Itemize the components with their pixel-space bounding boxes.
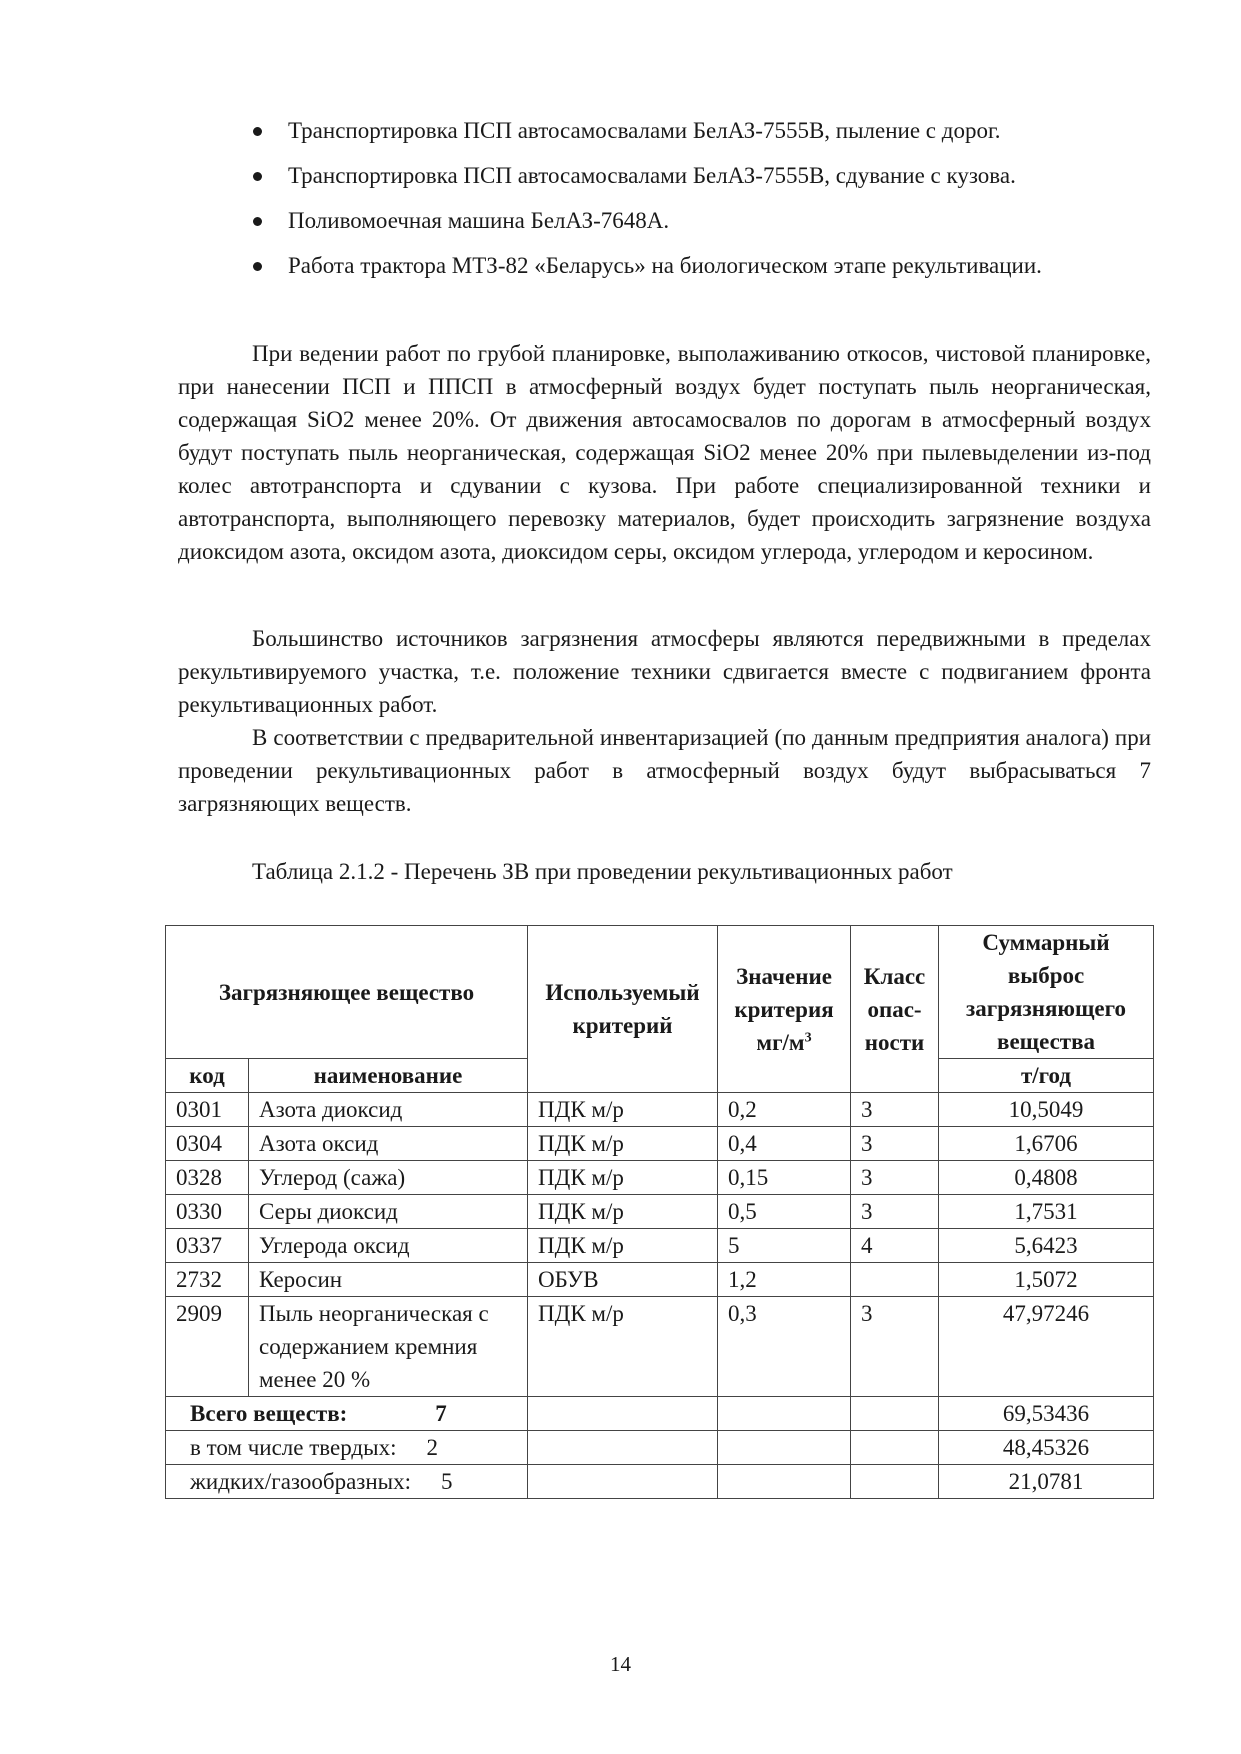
bullet-dot-icon (253, 127, 262, 136)
cell-code: 0330 (166, 1195, 249, 1229)
cell-value: 0,3 (718, 1297, 851, 1397)
total-value: 48,45326 (939, 1431, 1154, 1465)
cell-value: 5 (718, 1229, 851, 1263)
cell-criterion: ПДК м/р (528, 1195, 718, 1229)
bullet-text: Транспортировка ПСП автосамосвалами БелАЗ-7555В, сдувание с кузова. (288, 163, 1016, 188)
cell-total: 1,6706 (939, 1127, 1154, 1161)
table-row (166, 1229, 1154, 1263)
cell-total: 10,5049 (939, 1093, 1154, 1127)
total-label: жидких/газообразных: (190, 1469, 412, 1494)
cell-value: 1,2 (718, 1263, 851, 1297)
cell-code: 0328 (166, 1161, 249, 1195)
total-count: 7 (435, 1401, 447, 1426)
cell-code: 0301 (166, 1093, 249, 1127)
cell-hazard: 4 (851, 1229, 939, 1263)
bullet-item (250, 161, 1150, 191)
paragraph-mobile-sources: Большинство источников загрязнения атмосферы являются передвижными в пределах рекультивируемого участка, т.е. положение техники сдвигается вместе с подвиганием фронта рекультивационных работ. (178, 626, 1151, 717)
cell-value: 0,15 (718, 1161, 851, 1195)
cell-name: Керосин (249, 1263, 528, 1297)
cell-value: 0,2 (718, 1093, 851, 1127)
cell-name: Углерод (сажа) (249, 1161, 528, 1195)
total-cell (166, 1465, 528, 1499)
cell-name: Серы диоксид (249, 1195, 528, 1229)
cell-name: Пыль неорганическая с содержанием кремния менее 20 % (249, 1297, 528, 1397)
cell-name: Азота оксид (249, 1127, 528, 1161)
header-total-unit: т/год (939, 1059, 1154, 1093)
cell-value: 0,4 (718, 1127, 851, 1161)
header-criterion-value: Значение критерия $мг/м^3$ (718, 926, 851, 1093)
total-label: в том числе твердых: (190, 1435, 397, 1460)
cell-criterion: ПДК м/р (528, 1093, 718, 1127)
pollutants-table (165, 925, 1154, 1499)
table-row (166, 1297, 1154, 1397)
cell-criterion: ОБУВ (528, 1263, 718, 1297)
cell-code: 0337 (166, 1229, 249, 1263)
page-number: 14 (610, 1652, 631, 1676)
cell-name: Углерода оксид (249, 1229, 528, 1263)
total-row (166, 1465, 1154, 1499)
cell-name: Азота диоксид (249, 1093, 528, 1127)
header-code: код (166, 1059, 249, 1093)
cell-total: 47,97246 (939, 1297, 1154, 1397)
cell-total: 1,5072 (939, 1263, 1154, 1297)
cell-hazard (851, 1263, 939, 1297)
cell-criterion: ПДК м/р (528, 1161, 718, 1195)
table-caption: Таблица 2.1.2 - Перечень ЗВ при проведении рекультивационных работ (252, 859, 953, 884)
bullet-dot-icon (253, 172, 262, 181)
total-row (166, 1431, 1154, 1465)
total-label: Всего веществ: (190, 1401, 348, 1426)
cell-code: 2732 (166, 1263, 249, 1297)
total-count: 2 (426, 1435, 438, 1460)
total-cell (166, 1397, 528, 1431)
table-row (166, 1093, 1154, 1127)
header-total-emission: Суммарный выброс загрязняющего вещества (939, 926, 1154, 1059)
bullet-text: Работа трактора МТЗ-82 «Беларусь» на биологическом этапе рекультивации. (288, 253, 1042, 278)
header-substance: Загрязняющее вещество (166, 926, 528, 1059)
cell-criterion: ПДК м/р (528, 1229, 718, 1263)
table-row (166, 1127, 1154, 1161)
bullet-list (250, 116, 1150, 296)
paragraph-inventory: В соответствии с предварительной инвентаризацией (по данным предприятия аналога) при проведении рекультивационных работ в атмосферный воздух будут выбрасываться 7 загрязняющих веществ. (178, 725, 1151, 816)
table-row (166, 1195, 1154, 1229)
total-count: 5 (441, 1469, 453, 1494)
bullet-item (250, 116, 1150, 146)
cell-hazard: 3 (851, 1127, 939, 1161)
bullet-dot-icon (253, 217, 262, 226)
bullet-text: Поливомоечная машина БелАЗ-7648А. (288, 208, 670, 233)
header-hazard-class: Класс опас-ности (851, 926, 939, 1093)
cell-hazard: 3 (851, 1093, 939, 1127)
cell-hazard: 3 (851, 1297, 939, 1397)
paragraph-emissions-sources: При ведении работ по грубой планировке, выполаживанию откосов, чистовой планировке, при нанесении ПСП и ППСП в атмосферный воздух будет поступать пыль неорганическая, содержащая SiO2 менее 20%. От движения автосамосвалов по дорогам в атмосферный воздух будут поступать пыль неорганическая, содержащая SiO2 менее 20% при пылевыделении из-под колес автотранспорта и сдувании с кузова. При работе специализированной техники и автотранспорта, выполняющего перевозку материалов, будет происходить загрязнение воздуха диоксидом азота, оксидом азота, диоксидом серы, оксидом углерода, углеродом и керосином. (178, 341, 1151, 564)
bullet-text: Транспортировка ПСП автосамосвалами БелАЗ-7555В, пыление с дорог. (288, 118, 1001, 143)
cell-hazard: 3 (851, 1195, 939, 1229)
total-cell (166, 1431, 528, 1465)
cell-value: 0,5 (718, 1195, 851, 1229)
table-header-row (166, 926, 1154, 1059)
header-name: наименование (249, 1059, 528, 1093)
total-value: 69,53436 (939, 1397, 1154, 1431)
table-row (166, 1263, 1154, 1297)
cell-code: 0304 (166, 1127, 249, 1161)
bullet-item (250, 206, 1150, 236)
total-row (166, 1397, 1154, 1431)
cell-code: 2909 (166, 1297, 249, 1397)
table-row (166, 1161, 1154, 1195)
cell-total: 1,7531 (939, 1195, 1154, 1229)
bullet-item (250, 251, 1150, 281)
total-value: 21,0781 (939, 1465, 1154, 1499)
cell-criterion: ПДК м/р (528, 1127, 718, 1161)
cell-hazard: 3 (851, 1161, 939, 1195)
bullet-dot-icon (253, 262, 262, 271)
header-criterion: Используемый критерий (528, 926, 718, 1093)
cell-criterion: ПДК м/р (528, 1297, 718, 1397)
cell-total: 5,6423 (939, 1229, 1154, 1263)
cell-total: 0,4808 (939, 1161, 1154, 1195)
